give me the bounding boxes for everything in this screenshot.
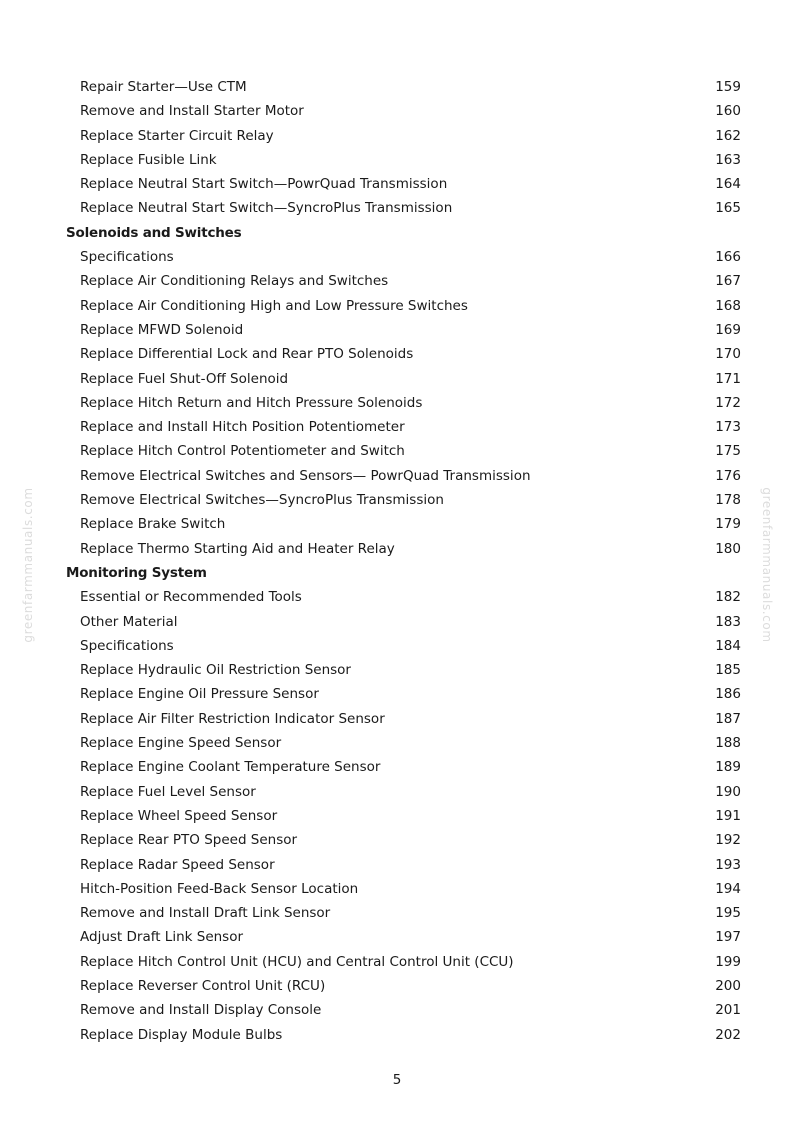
toc-entry-title: Specifications (80, 249, 174, 266)
toc-entry-title: Replace Wheel Speed Sensor (80, 807, 278, 824)
toc-entry[interactable] (0, 439, 794, 463)
toc-entry[interactable] (0, 828, 794, 852)
toc-entry-title: Replace Fuel Level Sensor (80, 783, 256, 800)
toc-entry[interactable] (0, 950, 794, 974)
toc-entry-title: Replace Air Filter Restriction Indicator Sensor (80, 710, 385, 727)
toc-entry[interactable] (0, 998, 794, 1022)
toc-entry[interactable] (0, 634, 794, 658)
toc-entry-title: Replace Display Module Bulbs (80, 1026, 283, 1043)
toc-entry-title: Essential or Recommended Tools (80, 589, 302, 606)
watermark-left: greenfarmmanuals.com (21, 487, 35, 643)
toc-section-heading (0, 561, 794, 585)
toc-entry-title: Repair Starter—Use CTM (80, 79, 247, 95)
toc-entry-page: 170 (715, 346, 741, 363)
toc-entry-title: Other Material (80, 613, 178, 630)
toc-entry-page: 166 (715, 249, 741, 266)
toc-entry[interactable] (0, 925, 794, 949)
toc-entry-title: Replace Reverser Control Unit (RCU) (80, 977, 326, 994)
toc-entry-title: Replace Hitch Control Potentiometer and Switch (80, 443, 405, 460)
toc-entry-page: 182 (715, 589, 741, 606)
toc-entry-title: Replace Engine Speed Sensor (80, 735, 282, 752)
toc-entry-page: 180 (715, 540, 741, 557)
toc-entry-title: Specifications (80, 637, 174, 654)
watermark-right: greenfarmmanuals.com (760, 487, 774, 643)
toc-entry-page: 186 (715, 686, 741, 703)
toc-entry[interactable] (0, 658, 794, 682)
toc-entry[interactable] (0, 488, 794, 512)
toc-entry-title: Hitch-Position Feed-Back Sensor Location (80, 880, 359, 897)
toc-entry-page: 164 (715, 176, 741, 193)
toc-entry-title: Replace Neutral Start Switch—SyncroPlus Transmission (80, 200, 453, 217)
toc-entry-title: Remove and Install Draft Link Sensor (80, 905, 331, 922)
toc-entry[interactable] (0, 124, 794, 148)
toc-entry-page: 184 (715, 637, 741, 654)
toc-entry[interactable] (0, 172, 794, 196)
toc-entry-title: Replace Engine Coolant Temperature Sensor (80, 759, 381, 776)
table-of-contents (0, 75, 794, 1047)
toc-entry[interactable] (0, 780, 794, 804)
toc-entry[interactable] (0, 901, 794, 925)
toc-entry-page: 191 (715, 807, 741, 824)
toc-entry-page: 168 (715, 297, 741, 314)
toc-entry-page: 163 (715, 151, 741, 168)
section-title: Monitoring System (66, 564, 207, 581)
toc-entry-title: Replace Starter Circuit Relay (80, 127, 274, 144)
toc-entry-page: 169 (715, 321, 741, 338)
toc-entry[interactable] (0, 148, 794, 172)
toc-entry[interactable] (0, 196, 794, 220)
toc-entry-title: Replace Brake Switch (80, 516, 226, 533)
toc-entry[interactable] (0, 537, 794, 561)
toc-entry-page: 197 (715, 929, 741, 946)
toc-entry-page: 202 (715, 1026, 741, 1043)
toc-section-heading (0, 221, 794, 245)
toc-entry[interactable] (0, 367, 794, 391)
toc-entry-title: Remove Electrical Switches—SyncroPlus Transmission (80, 492, 444, 509)
toc-entry-title: Replace Thermo Starting Aid and Heater Relay (80, 540, 395, 557)
toc-entry-page: 183 (715, 613, 741, 630)
toc-entry-page: 192 (715, 832, 741, 849)
toc-entry[interactable] (0, 415, 794, 439)
toc-entry-page: 199 (715, 953, 741, 970)
toc-entry-title: Replace Neutral Start Switch—PowrQuad Transmission (80, 176, 448, 193)
toc-entry-page: 195 (715, 905, 741, 922)
toc-entry-title: Replace Air Conditioning Relays and Switches (80, 273, 389, 290)
toc-entry-title: Adjust Draft Link Sensor (80, 929, 244, 946)
toc-entry[interactable] (0, 707, 794, 731)
section-title: Solenoids and Switches (66, 224, 242, 241)
toc-entry-page: 175 (715, 443, 741, 460)
toc-entry-title: Replace Engine Oil Pressure Sensor (80, 686, 319, 703)
toc-entry-page: 187 (715, 710, 741, 727)
toc-entry[interactable] (0, 1023, 794, 1047)
toc-entry-title: Remove Electrical Switches and Sensors— PowrQuad Transmission (80, 467, 531, 484)
toc-entry-page: 167 (715, 273, 741, 290)
toc-entry[interactable] (0, 318, 794, 342)
toc-entry[interactable] (0, 342, 794, 366)
toc-entry-page: 179 (715, 516, 741, 533)
toc-entry-title: Remove and Install Starter Motor (80, 103, 304, 120)
toc-entry-title: Replace Hydraulic Oil Restriction Sensor (80, 662, 351, 679)
toc-entry[interactable] (0, 512, 794, 536)
toc-entry-title: Replace Fusible Link (80, 151, 217, 168)
toc-entry-page: 193 (715, 856, 741, 873)
toc-entry[interactable] (0, 755, 794, 779)
toc-entry-page: 160 (715, 103, 741, 120)
toc-entry-page: 185 (715, 662, 741, 679)
toc-entry-title: Replace MFWD Solenoid (80, 321, 244, 338)
page-number: 5 (392, 1072, 402, 1088)
toc-entry[interactable] (0, 99, 794, 123)
toc-entry-title: Replace Differential Lock and Rear PTO Solenoids (80, 346, 414, 363)
toc-entry-page: 176 (715, 467, 741, 484)
toc-entry[interactable] (0, 974, 794, 998)
toc-entry-page: 194 (715, 880, 741, 897)
toc-entry-page: 190 (715, 783, 741, 800)
toc-entry-title: Replace Fuel Shut-Off Solenoid (80, 370, 289, 387)
toc-entry-page: 201 (715, 1002, 741, 1019)
toc-entry[interactable] (0, 391, 794, 415)
toc-entry-title: Replace Hitch Return and Hitch Pressure Solenoids (80, 394, 423, 411)
toc-entry-page: 165 (715, 200, 741, 217)
toc-entry-page: 200 (715, 977, 741, 994)
toc-entry-page: 172 (715, 394, 741, 411)
toc-entry-page: 171 (715, 370, 741, 387)
toc-entry-title: Replace Rear PTO Speed Sensor (80, 832, 298, 849)
toc-entry-page: 189 (715, 759, 741, 776)
toc-entry-page: 162 (715, 127, 741, 144)
toc-entry[interactable] (0, 610, 794, 634)
toc-entry-page: 159 (715, 79, 741, 95)
toc-entry[interactable] (0, 269, 794, 293)
toc-entry[interactable] (0, 731, 794, 755)
toc-entry[interactable] (0, 245, 794, 269)
toc-entry[interactable] (0, 682, 794, 706)
toc-entry[interactable] (0, 464, 794, 488)
toc-entry[interactable] (0, 853, 794, 877)
toc-entry-title: Replace Air Conditioning High and Low Pressure Switches (80, 297, 468, 314)
toc-entry[interactable] (0, 877, 794, 901)
toc-entry-title: Replace and Install Hitch Position Potentiometer (80, 419, 405, 436)
toc-entry[interactable] (0, 804, 794, 828)
toc-entry-page: 188 (715, 735, 741, 752)
toc-entry-page: 178 (715, 492, 741, 509)
toc-entry[interactable] (0, 294, 794, 318)
toc-entry-title: Remove and Install Display Console (80, 1002, 322, 1019)
toc-entry-title: Replace Radar Speed Sensor (80, 856, 275, 873)
toc-entry-title: Replace Hitch Control Unit (HCU) and Central Control Unit (CCU) (80, 953, 514, 970)
toc-entry[interactable] (0, 75, 794, 99)
toc-entry[interactable] (0, 585, 794, 609)
toc-entry-page: 173 (715, 419, 741, 436)
